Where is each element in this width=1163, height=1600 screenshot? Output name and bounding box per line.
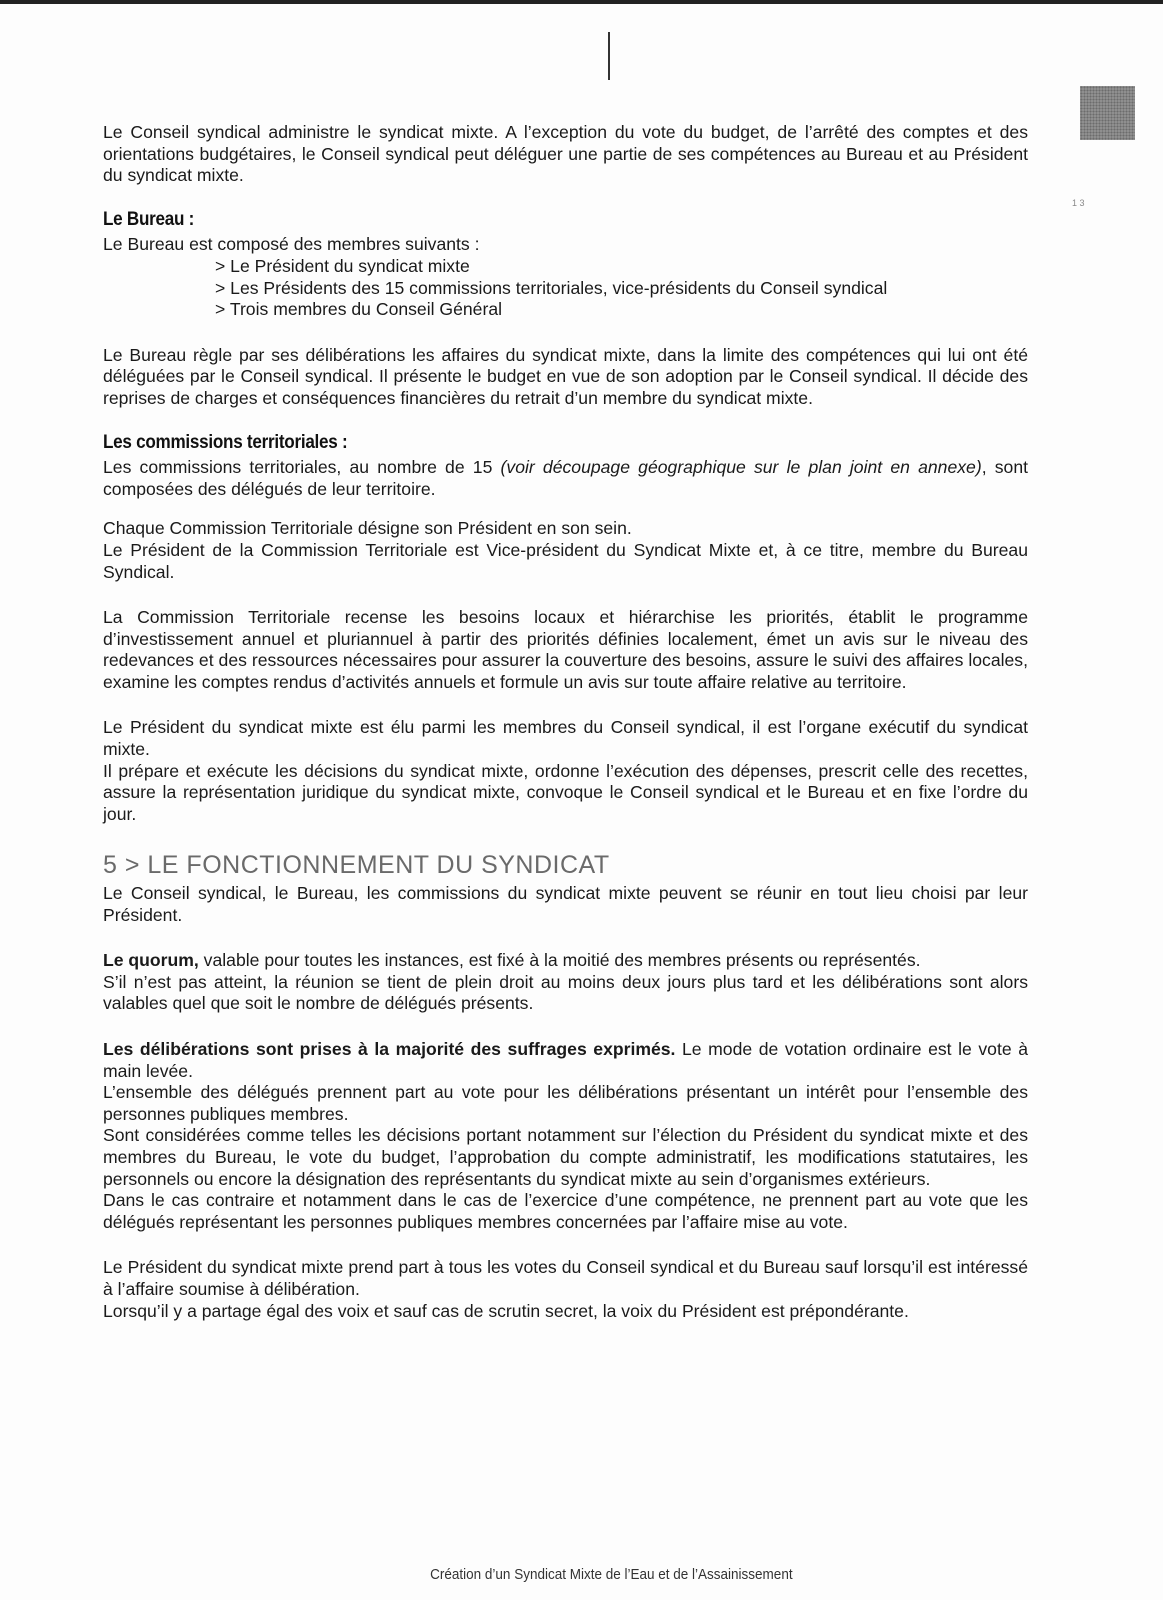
list-item: > Le Président du syndicat mixte: [215, 256, 1028, 278]
commissions-composition-text: Les commissions territoriales, au nombre de 15: [103, 457, 501, 478]
deliberations-exception: Dans le cas contraire et notamment dans le cas de l’exercice d’une compétence, ne prennent part au vote que les délégués représentant les personnes publiques membres concernées par l’affaire mise au vote.: [103, 1190, 1028, 1232]
intro-paragraph: Le Conseil syndical administre le syndicat mixte. A l’exception du vote du budget, de l’arrêté des comptes et des orientations budgétaires, le Conseil syndical peut déléguer une partie de ses compétences au Bureau et au Président du syndicat mixte.: [103, 122, 1028, 186]
footer-text: Création d’un Syndicat Mixte de l’Eau et de l’Assainissement: [430, 1566, 793, 1583]
bureau-composition-intro: Le Bureau est composé des membres suivants :: [103, 234, 480, 255]
meeting-location-paragraph: Le Conseil syndical, le Bureau, les commissions du syndicat mixte peuvent se réunir en tout lieu choisi par leur Président.: [103, 883, 1028, 925]
document-body: [103, 122, 1028, 1322]
bureau-members-list: [103, 256, 1028, 321]
quorum-label: Le quorum,: [103, 950, 199, 971]
commissions-heading: Les commissions territoriales :: [103, 431, 348, 453]
deliberations-paragraph: [103, 1039, 1028, 1082]
section-title-fonctionnement: 5 > LE FONCTIONNEMENT DU SYNDICAT: [103, 851, 610, 880]
page-footer: [0, 1566, 1163, 1583]
deliberations-general-interest: L’ensemble des délégués prennent part au vote pour les délibérations présentant un intérêt pour l’ensemble des personnes publiques membres.: [103, 1082, 1028, 1124]
annex-reference: (voir découpage géographique sur le plan joint en annexe): [500, 457, 982, 478]
deliberations-text: Le mode de votation ordinaire est le vote à main levée.: [103, 1039, 1028, 1081]
list-item: > Les Présidents des 15 commissions territoriales, vice-présidents du Conseil syndical: [215, 278, 1028, 300]
commissions-composition-end: , sont composées des délégués de leur territoire.: [103, 457, 1029, 499]
scan-gray-patch: [1080, 86, 1135, 140]
scan-top-border: [0, 0, 1163, 4]
scan-tick-mark: [608, 32, 610, 80]
commission-missions-paragraph: La Commission Territoriale recense les besoins locaux et hiérarchise les priorités, établit le programme d’investissement annuel et pluriannuel à partir des priorités définies localement, émet un avis sur le niveau des redevances et des ressources nécessaires pour assurer la couverture des besoins, assure le suivi des affaires locales, examine les comptes rendus d’activités annuels et formule un avis sur toute affaire relative au territoire.: [103, 607, 1028, 692]
page-number-mark: 1 3: [1072, 198, 1085, 208]
deliberations-examples: Sont considérées comme telles les décisions portant notamment sur l’élection du Président du syndicat mixte et des membres du Bureau, le vote du budget, l’approbation du compte administratif, les modifications statutaires, les personnels ou encore la désignation des représentants du syndicat mixte au sein d’organismes extérieurs.: [103, 1125, 1028, 1189]
list-item: > Trois membres du Conseil Général: [215, 299, 1028, 321]
president-casting-vote: Lorsqu’il y a partage égal des voix et sauf cas de scrutin secret, la voix du Président est prépondérante.: [103, 1300, 909, 1321]
commissions-composition-paragraph: [103, 457, 1028, 500]
commission-president-role: Le Président de la Commission Territoriale est Vice-président du Syndicat Mixte et, à ce titre, membre du Bureau Syndical.: [103, 539, 1028, 582]
quorum-text: valable pour toutes les instances, est fixé à la moitié des membres présents ou représentés.: [198, 950, 921, 971]
deliberations-label: Les délibérations sont prises à la majorité des suffrages exprimés.: [103, 1039, 676, 1059]
president-duties-paragraph: Il prépare et exécute les décisions du syndicat mixte, ordonne l’exécution des dépenses, prescrit celle des recettes, assure la représentation juridique du syndicat mixte, convoque le Conseil syndical et le Bureau et en fixe l’ordre du jour.: [103, 760, 1028, 824]
bureau-role-paragraph: Le Bureau règle par ses délibérations les affaires du syndicat mixte, dans la limite des compétences qui lui ont été déléguées par le Conseil syndical. Il présente le budget en vue de son adoption par le Conseil syndical. Il décide des reprises de charges et conséquences financières du retrait d’un membre du syndicat mixte.: [103, 344, 1028, 408]
commission-president-designation: Chaque Commission Territoriale désigne son Président en son sein.: [103, 518, 632, 539]
quorum-paragraph: [103, 950, 1028, 972]
quorum-fallback-paragraph: S’il n’est pas atteint, la réunion se tient de plein droit au moins deux jours plus tard et les délibérations sont alors valables quel que soit le nombre de délégués présents.: [103, 971, 1028, 1014]
president-election-paragraph: Le Président du syndicat mixte est élu parmi les membres du Conseil syndical, il est l’organe exécutif du syndicat mixte.: [103, 717, 1028, 760]
president-vote-paragraph: Le Président du syndicat mixte prend part à tous les votes du Conseil syndical et du Bureau sauf lorsqu’il est intéressé à l’affaire soumise à délibération.: [103, 1257, 1028, 1299]
bureau-heading: Le Bureau :: [103, 208, 195, 230]
